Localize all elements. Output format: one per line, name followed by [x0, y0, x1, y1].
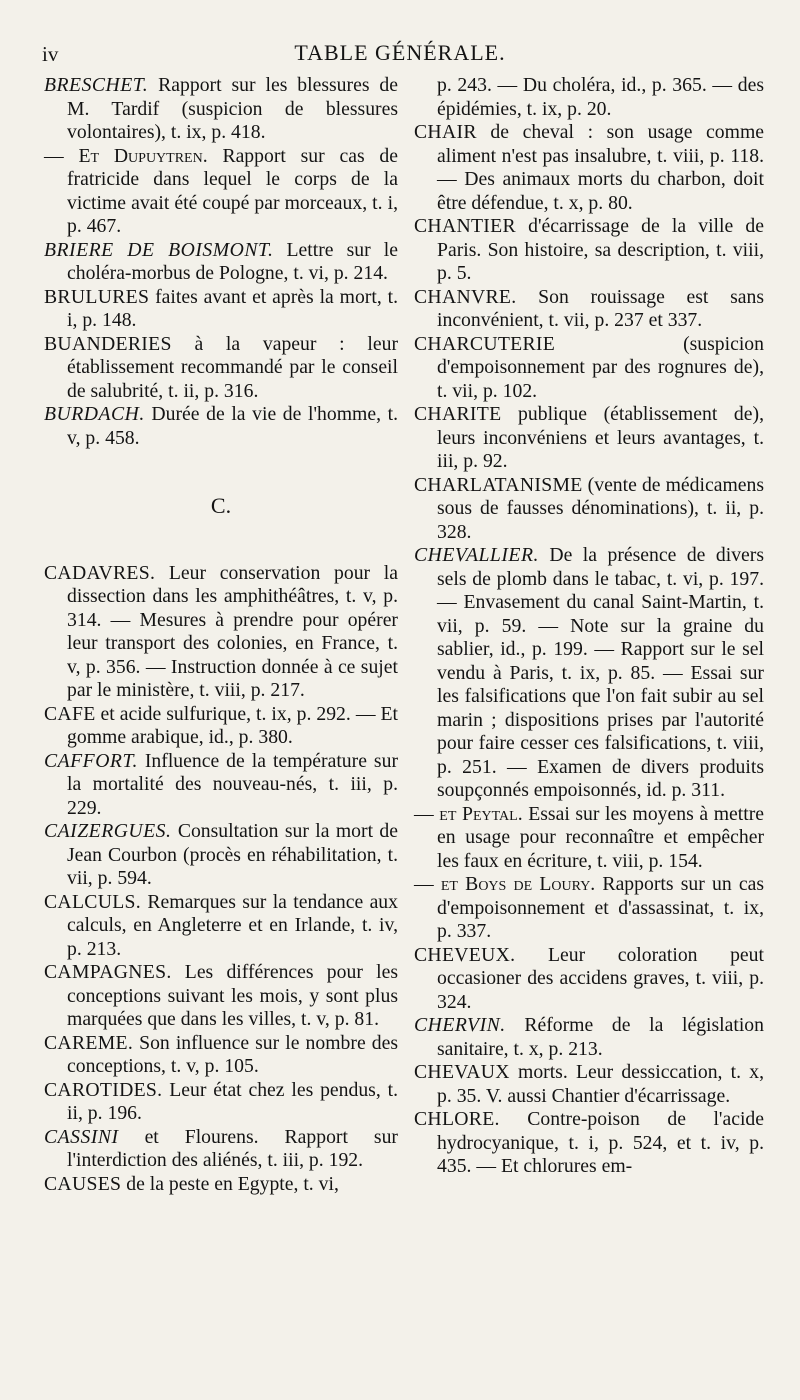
entry-text: publique (établissement de), leurs inconvéniens et leurs avantages, t. iii, p. 92. — [437, 403, 764, 472]
index-entry — [44, 1173, 398, 1197]
entry-text: Son rouissage est sans inconvénient, t. vii, p. 237 et 337. — [437, 285, 764, 331]
page-header — [42, 38, 758, 68]
index-entry — [414, 403, 764, 474]
entry-heading: CAFFORT. — [44, 749, 138, 772]
entry-text: Son influence sur le nombre des conceptions, t. v, p. 105. — [67, 1031, 398, 1077]
index-entry — [414, 944, 764, 1015]
entry-text: d'écarrissage de la ville de Paris. Son histoire, sa description, t. viii, p. 5. — [437, 215, 764, 284]
entry-heading: CADAVRES. — [44, 561, 156, 584]
index-entry — [44, 961, 398, 1032]
entry-text: Leur état chez les pendus, t. ii, p. 196. — [67, 1078, 398, 1124]
index-entry — [44, 1032, 398, 1079]
index-entry — [414, 1061, 764, 1108]
entry-heading: CHANTIER — [414, 215, 516, 237]
index-entry — [44, 145, 398, 239]
index-entry — [414, 215, 764, 286]
entry-heading: BRIERE DE BOISMONT. — [44, 238, 274, 261]
entry-heading: — Et Dupuytren. — [44, 144, 208, 167]
index-entry — [414, 803, 764, 874]
index-entry — [44, 239, 398, 286]
index-entry — [414, 1108, 764, 1179]
entry-heading: BUANDERIES — [44, 332, 172, 355]
index-entry — [44, 333, 398, 404]
index-entry — [44, 1079, 398, 1126]
entry-heading: BRESCHET. — [44, 74, 149, 96]
index-entry — [414, 121, 764, 215]
page-number: iv — [42, 42, 59, 66]
right-column — [414, 74, 764, 1179]
index-entry — [414, 544, 764, 803]
entry-heading: CAREME. — [44, 1031, 134, 1054]
entry-text: De la présence de divers sels de plomb dans le tabac, t. vi, p. 197. — Envasement du canal Saint-Martin, t. vii, p. 59. — Note sur la graine du sablier, id., p. 199. — Rapport sur le sel vendu à Paris, t. ix, p. 85. — Essai sur les falsifications que l'on fait subir au sel marin ; dispositions prises par l'autorité pour faire cesser ces falsifications, t. viii, p. 251. — Examen de divers produits soupçonnés empoisonnés, id. p. 311. — [437, 544, 764, 801]
entry-heading: CHANVRE. — [414, 285, 517, 308]
entry-heading: CAUSES — [44, 1172, 122, 1195]
entry-heading: BRULURES — [44, 285, 150, 308]
entry-heading: CHARITE — [414, 403, 502, 425]
index-entry — [44, 820, 398, 891]
entry-text: Rapport sur les blessures de M. Tardif (suspicion de blessures volontaires), t. ix, p. 418. — [67, 74, 398, 143]
entry-heading: CHEVAUX — [414, 1061, 510, 1083]
entry-text: Influence de la température sur la mortalité des nouveau-nés, t. iii, p. 229. — [67, 749, 398, 819]
entry-text: et Flourens. Rapport sur l'interdiction des aliénés, t. iii, p. 192. — [67, 1125, 398, 1171]
entry-heading: CALCULS. — [44, 890, 142, 913]
entry-text: morts. Leur dessiccation, t. x, p. 35. V. aussi Chantier d'écarrissage. — [437, 1061, 764, 1107]
entry-text: (vente de médicamens sous de fausses dénominations), t. ii, p. 328. — [437, 473, 764, 543]
entry-heading: CAFE — [44, 702, 96, 725]
index-entry — [44, 703, 398, 750]
index-entry — [44, 1126, 398, 1173]
entry-text: de cheval : son usage comme aliment n'est pas insalubre, t. viii, p. 118. — Des animaux morts du charbon, doit être défendue, t. x, p. 80. — [437, 121, 764, 214]
index-entry — [44, 562, 398, 703]
entry-text: Les différences pour les conceptions suivant les mois, y sont plus marquées que dans les villes, t. v, p. 81. — [67, 961, 398, 1030]
entry-heading: CHEVALLIER. — [414, 544, 539, 566]
index-entry — [44, 286, 398, 333]
entry-text: (suspicion d'empoisonnement par des rognures de), t. vii, p. 102. — [437, 332, 764, 402]
entry-heading: CASSINI — [44, 1125, 119, 1148]
entry-text: de la peste en Egypte, t. vi, — [121, 1172, 339, 1195]
entry-heading: CAIZERGUES. — [44, 820, 172, 842]
index-entry — [414, 873, 764, 944]
entry-heading: CHLORE. — [414, 1108, 500, 1130]
entry-text: à la vapeur : leur établissement recommandé par le conseil de salubrité, t. ii, p. 316. — [67, 332, 398, 402]
entry-text: Consultation sur la mort de Jean Courbon (procès en réhabilitation, t. vii, p. 594. — [67, 820, 398, 889]
entry-text: Leur coloration peut occasioner des accidens graves, t. viii, p. 324. — [437, 943, 764, 1013]
entry-heading: CHARLATANISME — [414, 473, 583, 496]
entry-heading: CHARCUTERIE — [414, 332, 556, 355]
index-entry — [44, 74, 398, 145]
entry-text: Essai sur les moyens à mettre en usage pour reconnaître et empêcher les faux en écriture, t. viii, p. 154. — [437, 802, 764, 872]
index-entry — [44, 403, 398, 450]
entry-heading: CHAIR — [414, 121, 477, 143]
entry-text: Réforme de la législation sanitaire, t. x, p. 213. — [437, 1014, 764, 1060]
entry-heading: CHEVEUX. — [414, 943, 516, 966]
entry-heading: BURDACH. — [44, 403, 145, 425]
entry-heading: — et Boys de Loury. — [414, 873, 596, 895]
entry-text: Rapports sur un cas d'empoisonnement et d'assassinat, t. ix, p. 337. — [437, 873, 764, 942]
index-entry — [44, 750, 398, 821]
entry-heading: CAMPAGNES. — [44, 961, 172, 983]
entry-text: Lettre sur le choléra-morbus de Pologne, t. vi, p. 214. — [67, 238, 398, 284]
index-entry — [44, 891, 398, 962]
entry-heading: — et Peytal. — [414, 802, 523, 825]
index-entry — [414, 474, 764, 545]
running-title: TABLE GÉNÉRALE. — [294, 40, 506, 65]
entry-text: p. 243. — Du choléra, id., p. 365. — des épidémies, t. ix, p. 20. — [437, 74, 764, 120]
index-entry — [414, 74, 764, 121]
entry-heading: CAROTIDES. — [44, 1078, 163, 1101]
index-entry — [414, 1014, 764, 1061]
entry-text: et acide sulfurique, t. ix, p. 292. — Et gomme arabique, id., p. 380. — [67, 702, 398, 748]
entry-text: faites avant et après la mort, t. i, p. 148. — [67, 285, 398, 331]
entry-text: Durée de la vie de l'homme, t. v, p. 458. — [67, 403, 398, 449]
index-entry — [414, 286, 764, 333]
section-letter: C. — [210, 493, 232, 518]
entry-text: Rapport sur cas de fratricide dans lequel le corps de la victime avait été coupé par morceaux, t. i, p. 467. — [67, 144, 399, 237]
entry-text: Remarques sur la tendance aux calculs, en Angleterre et en Irlande, t. iv, p. 213. — [67, 890, 398, 960]
left-column — [44, 74, 398, 1196]
entry-heading: CHERVIN. — [414, 1014, 506, 1036]
index-entry — [414, 333, 764, 404]
entry-text: Leur conservation pour la dissection dans les amphithéâtres, t. v, p. 314. — Mesures à prendre pour opérer leur transport des colonies, en France, t. v, p. 356. — Instruction donnée à ce sujet par le ministère, t. viii, p. 217. — [67, 561, 398, 701]
entry-text: Contre-poison de l'acide hydrocyanique, t. i, p. 524, et t. iv, p. 435. — Et chlorures em- — [437, 1108, 764, 1177]
